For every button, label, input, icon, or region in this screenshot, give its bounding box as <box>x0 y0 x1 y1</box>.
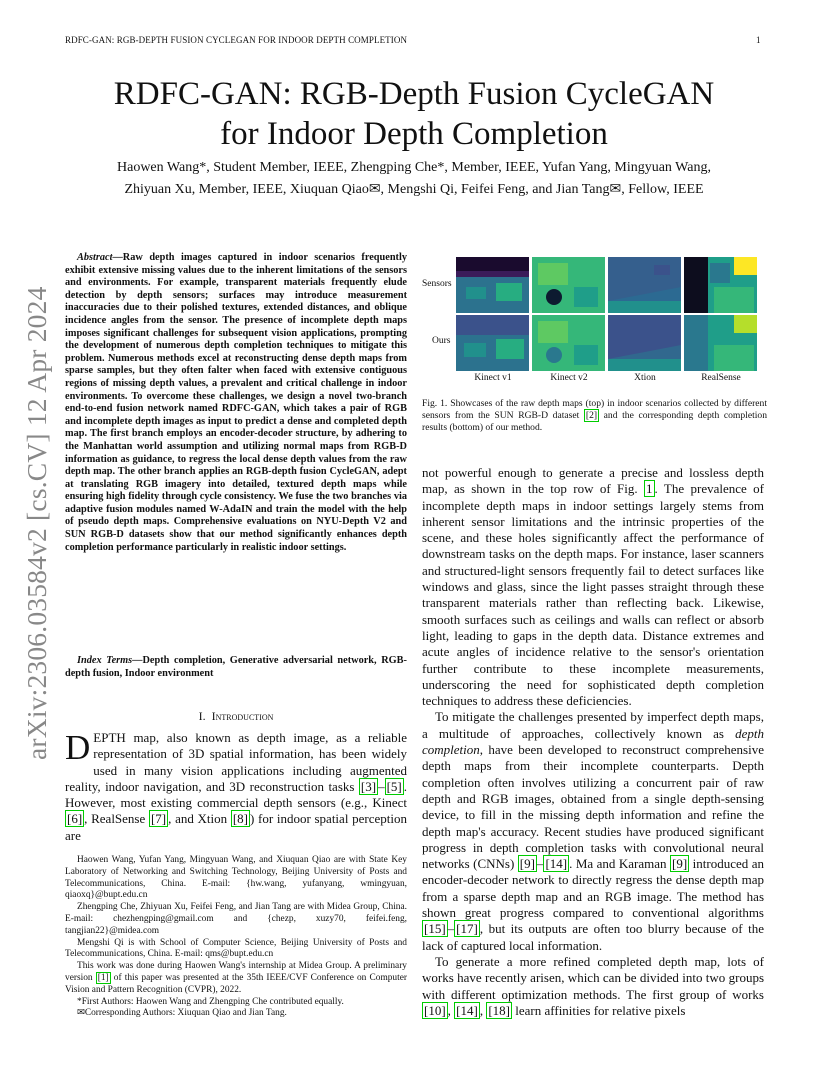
figure-caption <box>422 398 767 434</box>
body-text: To generate a more refined completed depth map, lots of works have recently arisen, which can be divided into two groups with different optimization methods. The first group of works <box>422 953 764 1002</box>
col-label-xtion: Xtion <box>634 373 656 383</box>
footnote-affiliation-1: Haowen Wang, Yufan Yang, Mingyuan Wang, and Xiuquan Qiao are with State Key Laboratory of Networking and Switching Technology, Beijing University of Posts and Telecommunications, China. E-mail: {hw.wang, yufanyang, wmingyuan, qiaoxq}@bupt.edu.cn <box>65 855 407 901</box>
body-text: , but its outputs are often too blurry because of the lack of captured local information. <box>422 921 764 953</box>
depth-tile-realsense-sensor <box>684 257 757 313</box>
citation-link[interactable]: [9] <box>519 856 535 872</box>
intro-text: , RealSense <box>84 811 149 827</box>
section-numeral: I. <box>198 709 206 723</box>
body-paragraph <box>422 954 764 1019</box>
body-text: . The prevalence of incomplete depth maps in indoor settings largely stems from inherent sensor limitations and the intrinsic properties of the scene, and these holes significantly affect the performance of downstream tasks on the depth maps. For instance, laser scanners and structured-light sensors frequently fail to detect surfaces like windows and glass, since the light passes straight through these transparent materials rather than reflecting back. Likewise, smooth surfaces such as ceilings and walls can reflect or absorb light, leading to gaps in the depth data. Distance extremes and acute angles of incidence relative to the sensor's orientation further contribute to these incomplete measurements, underscoring the need for sophisticated depth completion techniques to address these deficiencies. <box>422 481 764 709</box>
col-label-realsense: RealSense <box>701 373 741 383</box>
body-text: – <box>536 856 544 872</box>
right-column-body <box>422 465 764 1019</box>
footnote-internship <box>65 961 407 996</box>
intro-text: ) for indoor spatial perception are <box>65 811 407 843</box>
paper-title <box>60 74 768 154</box>
author-list <box>60 157 768 201</box>
intro-text: EPTH map, also known as depth image, as a reliable representation of 3D spatial information, has been widely used in many vision applications including augmented reality, indoor navigation, and 3D reconstruction tasks <box>65 730 407 794</box>
footnote-affiliation-3: Mengshi Qi is with School of Computer Science, Beijing University of Posts and Telecommunications, China. E-mail: qms@bupt.edu.cn <box>65 937 407 960</box>
body-text: learn affinities for relative pixels <box>512 1002 686 1018</box>
footnote-text: This work was done during Haowen Wang's internship at Midea Group. A preliminary version <box>65 961 407 983</box>
arxiv-stamp-text: arXiv:2306.03584v2 [cs.CV] 12 Apr 2024 <box>21 286 52 760</box>
depth-tile-realsense-ours <box>684 315 757 371</box>
index-terms <box>65 655 407 681</box>
body-text: not powerful enough to generate a precise and lossless depth map, as shown in the top row of Fig. <box>422 465 764 497</box>
row-label-sensors: Sensors <box>422 279 452 289</box>
intro-text: – <box>378 778 385 794</box>
abstract <box>65 252 407 554</box>
citation-link[interactable]: [5] <box>386 778 402 794</box>
caption-text: Fig. 1. Showcases of the raw depth maps (top) in indoor scenarios collected by different sensors from the SUN RGB-D dataset <box>422 398 767 421</box>
index-terms-lead: Index Terms <box>77 655 133 666</box>
body-text: , <box>447 1002 455 1018</box>
footnote-text: of this paper was presented at the 35th IEEE/CVF Conference on Computer Vision and Pattern Recognition (CVPR), 2022. <box>65 972 407 995</box>
index-terms-body: —Depth completion, Generative adversarial network, RGB-depth fusion, Indoor environment <box>65 655 407 679</box>
body-paragraph <box>422 465 764 709</box>
depth-tile-kinect-v2-sensor <box>532 257 605 313</box>
col-label-kinect-v2: Kinect v2 <box>550 373 588 383</box>
author-line2: Zhiyuan Xu, Member, IEEE, Xiuquan Qiao✉, Mengshi Qi, Feifei Feng, and Jian Tang✉, Fellow, IEEE <box>124 182 704 197</box>
citation-link[interactable]: [17] <box>456 921 478 937</box>
depth-tile-kinect-v1-sensor <box>456 257 529 313</box>
abstract-lead: Abstract <box>77 252 113 263</box>
body-text: , <box>479 1002 487 1018</box>
citation-link[interactable]: [6] <box>67 811 83 827</box>
caption-text: and the corresponding depth completion results (bottom) of our method. <box>422 410 767 433</box>
intro-text: . However, most existing commercial depth sensors (e.g., Kinect <box>65 778 407 811</box>
depth-tile-xtion-ours <box>608 315 681 371</box>
row-label-ours: Ours <box>432 336 451 346</box>
citation-link[interactable]: [8] <box>232 811 248 827</box>
section-heading <box>65 709 407 724</box>
paper-title-line2: for Indoor Depth Completion <box>220 116 608 152</box>
citation-link[interactable]: [2] <box>585 410 598 421</box>
footnote-corresponding: ✉Corresponding Authors: Xiuquan Qiao and Jian Tang. <box>77 1008 287 1019</box>
intro-paragraph <box>65 730 407 844</box>
abstract-body: —Raw depth images captured in indoor scenarios frequently exhibit extensive missing values due to the inherent limitations of the sensors and environments. For example, transparent materials frequently elude detection by depth sensors; surfaces may introduce measurement inaccuracies due to their polished textures, extended distances, and oblique incidence angles from the sensor. The presence of incomplete depth maps imposes significant challenges for subsequent vision applications, prompting the development of numerous depth completion techniques to mitigate this problem. Numerous methods excel at reconstructing dense depth maps from sparse samples, but they often falter when faced with extensive contiguous regions of missing depth values, a prevalent and critical challenge in indoor environments. To overcome these challenges, we design a novel two-branch end-to-end fusion network named RDFC-GAN, which takes a pair of RGB and incomplete depth images as input to predict a dense and completed depth map. The first branch employs an encoder-decoder structure, by adhering to the Manhattan world assumption and utilizing normal maps from RGB-D information as guidance, to regress the local dense depth values from the raw depth map. The other branch applies an RGB-depth fusion CycleGAN, adept at translating RGB imagery into detailed, textured depth maps while ensuring high fidelity through cycle consistency. We fuse the two branches via adaptive fusion modules named W-AdaIN and train the model with the help of pseudo depth maps. Comprehensive evaluations on NYU-Depth V2 and SUN RGB-D datasets show that our method significantly enhances depth completion performance particularly in realistic indoor settings. <box>65 252 407 553</box>
col-label-kinect-v1: Kinect v1 <box>474 373 512 383</box>
emphasis-text: depth completion <box>422 725 764 758</box>
depth-tile-kinect-v2-ours <box>532 315 605 371</box>
citation-link[interactable]: [15] <box>424 921 446 937</box>
depth-tile-kinect-v1-ours <box>456 315 529 371</box>
author-line1: Haowen Wang*, Student Member, IEEE, Zhengping Che*, Member, IEEE, Yufan Yang, Mingyuan Wang, <box>117 160 711 175</box>
section-title: Introduction <box>211 709 274 723</box>
arxiv-stamp <box>18 286 58 760</box>
citation-link[interactable]: [18] <box>488 1002 511 1018</box>
figure-link[interactable]: 1 <box>646 481 653 497</box>
citation-link[interactable]: [3] <box>360 778 377 794</box>
dropcap: D <box>65 728 91 767</box>
citation-link[interactable]: [1] <box>97 972 109 983</box>
footnotes <box>65 855 407 1020</box>
intro-text: , and Xtion <box>168 811 231 827</box>
body-text: – <box>447 921 455 937</box>
running-title: RDFC-GAN: RGB-DEPTH FUSION CYCLEGAN FOR INDOOR DEPTH COMPLETION <box>65 35 408 45</box>
body-text: To mitigate the challenges presented by imperfect depth maps, a multitude of approaches, collectively known as <box>422 709 764 741</box>
depth-tile-xtion-sensor <box>608 257 681 313</box>
page-number: 1 <box>756 35 761 45</box>
body-text: introduced an encoder-decoder network to directly regress the dense depth map from a sparse depth map and an RGB image. The method has shown great progress compared to conventional algorithms <box>422 856 764 921</box>
footnote-first-authors: *First Authors: Haowen Wang and Zhengping Che contributed equally. <box>77 996 344 1007</box>
body-text: . Ma and Karaman <box>569 856 671 872</box>
footnote-affiliation-2: Zhengping Che, Zhiyuan Xu, Feifei Feng, and Jian Tang are with Midea Group, China. E-mail: chezhengping@gmail.com and {chezp, xuzy70, feifei.feng, tangjian22}@midea.com <box>65 902 407 936</box>
citation-link[interactable]: [14] <box>545 856 568 872</box>
paper-title-line1: RDFC-GAN: RGB-Depth Fusion CycleGAN <box>113 76 715 112</box>
citation-link[interactable]: [7] <box>150 811 167 827</box>
figure-1 <box>420 253 765 385</box>
citation-link[interactable]: [14] <box>456 1002 478 1018</box>
citation-link[interactable]: [10] <box>424 1002 446 1018</box>
citation-link[interactable]: [9] <box>672 856 688 872</box>
body-paragraph <box>422 709 764 953</box>
body-text: , have been developed to reconstruct comprehensive depth maps from their incomplete counterparts. Depth completion often involves utilizing a concurrent pair of raw depth and RGB images, obtained from a single depth-sensing device, to fill in the missing depth information and refine the depth map's accuracy. Recent studies have produced significant progress in depth completion tasks with convolutional neural networks (CNNs) <box>422 742 764 872</box>
